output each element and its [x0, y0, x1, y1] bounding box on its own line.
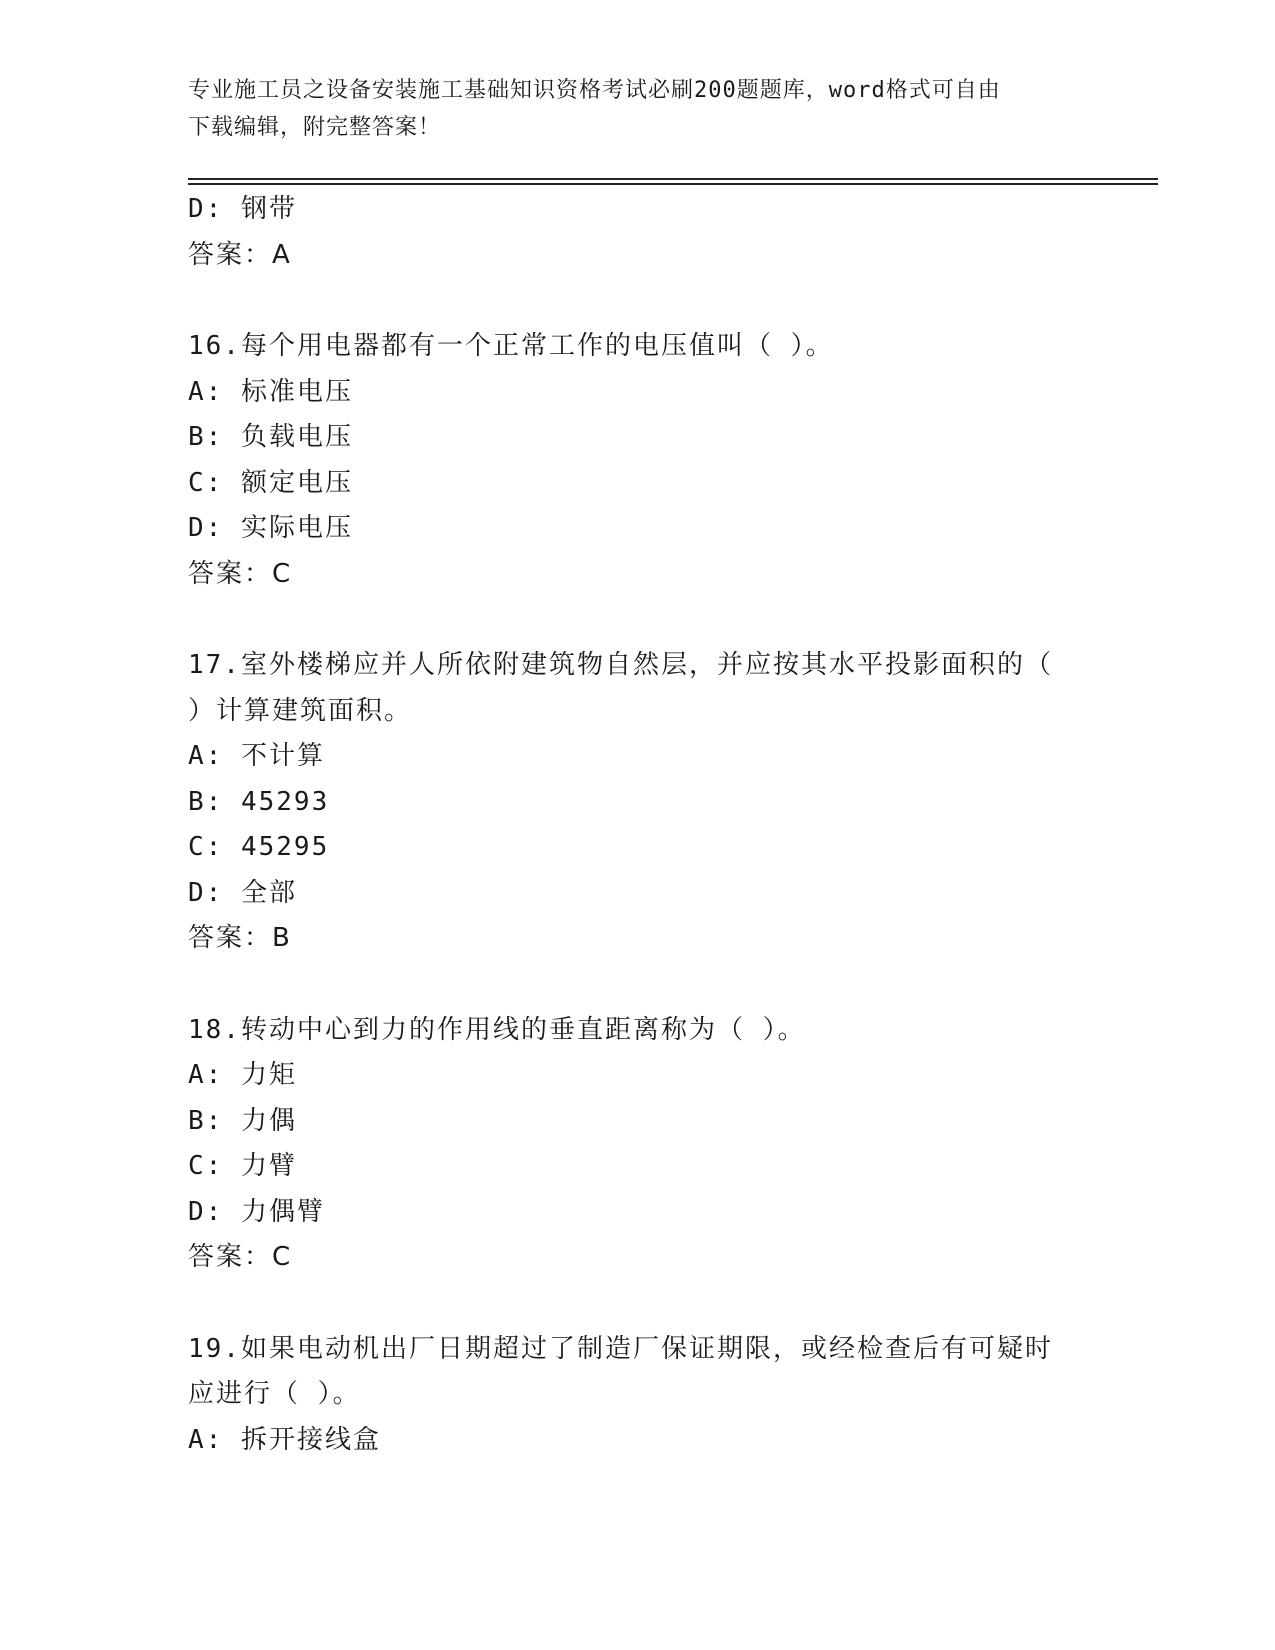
question-19-option-a: A: 拆开接线盒	[188, 1424, 381, 1455]
question-16-option-d: D: 实际电压	[188, 513, 353, 543]
question-16-option-b: B: 负载电压	[188, 422, 353, 452]
question-17-option-c: C: 45295	[188, 832, 330, 862]
question-17-text-line-2: ）计算建筑面积。	[188, 695, 413, 726]
prev-answer: 答案：A	[188, 239, 292, 270]
question-17-option-a: A: 不计算	[188, 741, 325, 771]
spacer	[188, 278, 1088, 324]
header-divider-top	[188, 178, 1158, 180]
question-18-option-d: D: 力偶臂	[188, 1196, 325, 1227]
question-18-option-c: C: 力臂	[188, 1151, 297, 1181]
header-line-1: 专业施工员之设备安装施工基础知识资格考试必刷200题题库，word格式可自由	[188, 78, 1001, 103]
document-header	[188, 72, 1088, 146]
prev-option-d: D: 钢带	[188, 194, 297, 224]
question-17-answer: 答案：B	[188, 923, 292, 953]
question-18-answer: 答案：C	[188, 1242, 293, 1272]
question-17-option-b: B: 45293	[188, 786, 330, 817]
spacer	[188, 597, 1088, 643]
question-18-option-a: A: 力矩	[188, 1060, 297, 1090]
question-18-option-b: B: 力偶	[188, 1105, 297, 1136]
question-17-text-line-1: 17.室外楼梯应并人所依附建筑物自然层，并应按其水平投影面积的（	[188, 650, 1053, 680]
question-19-text-line-1: 19.如果电动机出厂日期超过了制造厂保证期限，或经检查后有可疑时	[188, 1333, 1053, 1364]
question-19-text-line-2: 应进行（ ）。	[188, 1379, 361, 1409]
header-divider-bottom	[188, 183, 1158, 185]
spacer	[188, 962, 1088, 1008]
header-line-2: 下载编辑，附完整答案！	[188, 115, 442, 140]
question-17-option-d: D: 全部	[188, 877, 297, 908]
spacer	[188, 1281, 1088, 1327]
question-16-option-a: A: 标准电压	[188, 376, 353, 407]
question-list	[188, 187, 1088, 1463]
question-16-text: 16.每个用电器都有一个正常工作的电压值叫（ ）。	[188, 331, 834, 361]
question-16-option-c: C: 额定电压	[188, 467, 353, 498]
question-16-answer: 答案：C	[188, 558, 293, 589]
question-18-text: 18.转动中心到力的作用线的垂直距离称为（ ）。	[188, 1014, 806, 1045]
